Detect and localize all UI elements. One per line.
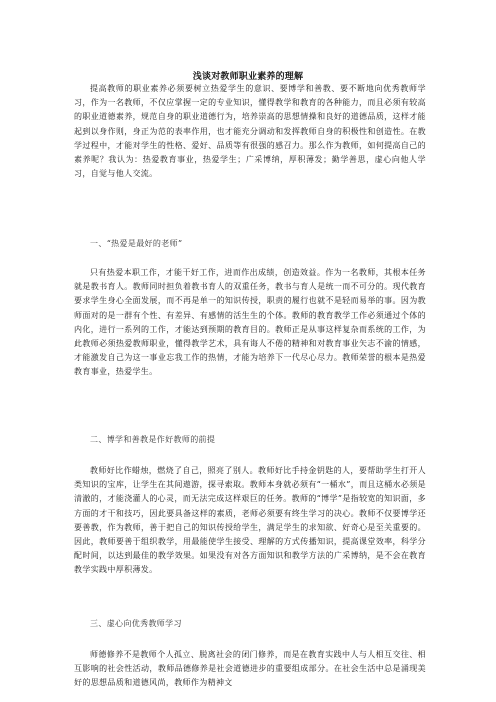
document-title: 浅谈对教师职业素养的理解 (192, 72, 304, 82)
intro-paragraph: 提高教师的职业素养必须要树立热爱学生的意识、要博学和善教、要不断地向优秀教师学习，作为一名教师，不仅应掌握一定的专业知识，懂得教学和教育的各种能力，而且必须有较高的职业道德素养，规范自身的职业道德行为，培养崇高的思想情操和良好的道德品质，这样才能起到以身作则，身正为范的表率作用，也才能充分调动和发挥教师自身的积极性和创造性。在教学过程中，才能对学生的性格、爱好、品质等有很强的感召力。那么作为教师，如何提高自己的素养呢？我认为：热爱教育事业，热爱学生；广采博纳，厚积薄发；勤学善思，虚心向他人学习，自觉与他人交流。 (74, 84, 426, 179)
section-heading-3: 三、虚心向优秀教师学习 (90, 619, 182, 628)
section-heading-2: 二、博学和善教是作好教师的前提 (90, 435, 216, 444)
section-body-1: 只有热爱本职工作，才能干好工作，进而作出成绩，创造效益。作为一名教师，其根本任务就是教书育人。教师同时担负着教书育人的双重任务，教书与育人是统一而不可分的。现代教育要求学生身心全面发展，而不再是单一的知识传授，职责的履行也就不是轻而易举的事。因为教师面对的是一群有个性、有差异、有感情的活生生的个体。教师的教育教学工作必须通过个体的内化，进行一系列的工作，才能达到预期的教育目的。教师正是从事这样复杂而系统的工作，为此教师必须热爱教师职业，懂得教学艺术，具有诲人不倦的精神和对教育事业矢志不渝的情感，才能激发自己为这一事业忘我工作的热情，才能为培养下一代尽心尽力。教师荣誉的根本是热爱教育事业，热爱学生。 (74, 268, 426, 377)
section-heading-1: 一、“热爱是最好的老师” (90, 239, 183, 248)
section-body-3: 师德修养不是教师个人孤立、脱离社会的闭门修养，而是在教育实践中人与人相互交往、相互影响的社会性活动，教师品德修养是社会道德进步的重要组成部分。在社会生活中总是涌现美好的思想品质和道德风尚，教师作为精神文 (74, 650, 426, 688)
section-body-2: 教师好比作蜡烛，燃烧了自己，照亮了别人。教师好比手持金钥匙的人，要帮助学生打开人类知识的宝库，让学生在其间遨游，探寻索取。教师本身就必须有“一桶水”，而且这桶水必须是清澈的，才能浇灌人的心灵，而无法完成这样艰巨的任务。教师的“博学”是指较宽的知识面，多方面的才干和技巧，因此要具备这样的素质，老师必须要有终生学习的决心。教师不仅要博学还要善教，作为教师，善于把自己的知识传授给学生，满足学生的求知欲、好奇心是至关重要的。因此，教师要善于组织教学，用最能使学生接受、理解的方式传播知识，提高课堂效率，科学分配时间，以达到最佳的教学效果。如果没有对各方面知识和教学方法的广采博纳，是不会在教育教学实践中厚积薄发。 (74, 466, 426, 575)
